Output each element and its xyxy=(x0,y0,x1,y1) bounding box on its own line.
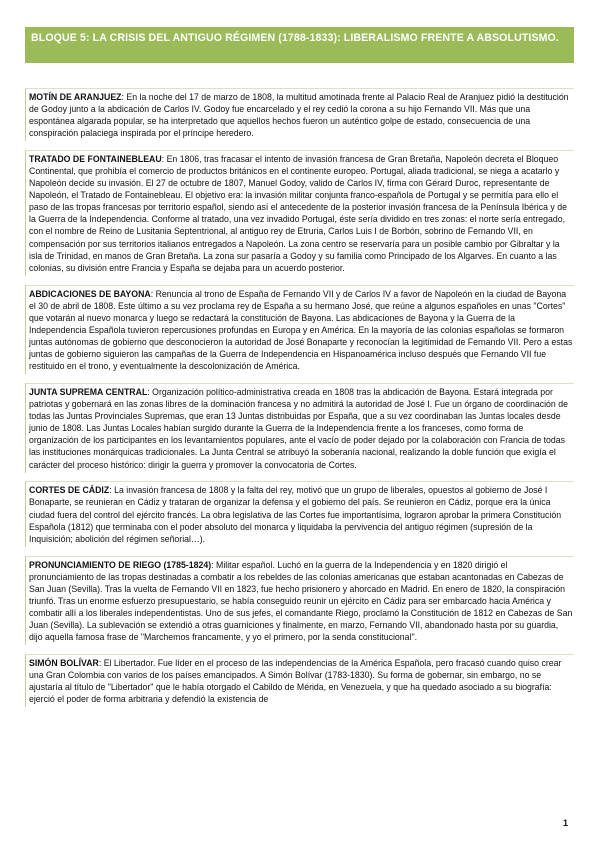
entry-term: PRONUNCIAMIENTO DE RIEGO (1785-1824) xyxy=(29,559,212,570)
glossary-entry-pronunciamiento-riego xyxy=(25,556,574,646)
glossary-entry-junta-suprema-central xyxy=(25,383,574,473)
glossary-content xyxy=(25,79,574,711)
entry-term: MOTÍN DE ARANJUEZ xyxy=(29,91,122,102)
entry-term: SIMÓN BOLÍVAR xyxy=(29,658,99,668)
entry-term: ABDICACIONES DE BAYONA xyxy=(29,288,151,299)
entry-text: : Militar español. Luchó en la guerra de la Independencia y en 1820 dirigió el pronunciamiento de las tropas destinadas a combatir a los rebeldes de las colonias americanas que estaban acantonadas en Cabezas de San Juan (Sevilla). Tras la vuelta de Fernando VII en 1823, fue hecho prisionero y ahorcado en Madrid. En enero de 1820, la conspiración triunfó. Tras un enorme esfuerzo presupuestario, se había conseguido reunir un ejército en Cádiz para ser embarcado hacia América y combatir allí a los liberales independentistas. Uno de sus jefes, el comandante Riego, proclamó la Constitución de 1812 en Cabezas de San Juan (Sevilla). La sublevación se extendió a otras guarniciones y finalmente, en marzo, Fernando VII, abandonado hasta por su guardia, dijo aquella famosa frase de "Marchemos francamente, y yo el primero, por la senda constitucional". xyxy=(29,559,573,643)
glossary-entry-tratado-fontainebleau xyxy=(25,150,574,276)
entry-text: : El Libertador. Fue líder en el proceso de las independencias de la América Española, pero fracasó cuando quiso crear una Gran Colombia con varios de los países emancipados. A Simón Bolívar (1783-1830). Su forma de gobernar, sin embargo, no se ajustaría al título de "Libertador" que le había otorgado el Cabildo de Mérida, en Venezuela, y que ha quedado asociado a su biografía: ejerció el poder de forma arbitraria y defendió la existencia de xyxy=(29,658,562,705)
entry-text: : En 1806, tras fracasar el intento de invasión francesa de Gran Bretaña, Napoleón decreta el Bloqueo Continental, que prohibía el comercio de productos británicos en el continente europeo. Portugal, aliada tradicional, se niega a acatarlo y Napoleón decide su invasión. El 27 de octubre de 1807, Manuel Godoy, valido de Carlos IV, firma con Gérard Duroc, representante de Napoleón, el Tratado de Fontainebleau. El objetivo era: la invasión militar conjunta franco-española de Portugal y se permitía para ello el paso de las tropas francesas por territorio español, siendo así el antecedente de la posterior invasión francesa de la Península Ibérica y de la Guerra de la Independencia. Conforme al tratado, una vez invadido Portugal, éste sería dividido en tres zonas: el norte sería entregado, con el nombre de Reino de Lusitania Septentrional, al antiguo rey de Etruria, Carlos Luis I de Borbón, sobrino de Fernando VII, en compensación por sus territorios italianos entregados a Napoleón. La zona centro se reservaría para un posible cambio por Gibraltar y la isla de Trinidad, en manos de Gran Bretaña. La zona sur pasaría a Godoy y su familia como Principado de los Algarves. En cuanto a las colonias, su división entre Francia y España se dejaba para un acuerdo posterior. xyxy=(29,153,567,273)
entry-text: : Renuncia al trono de España de Fernando VII y de Carlos IV a favor de Napoleón en la ciudad de Bayona el 30 de abril de 1808. Este último a su vez proclama rey de España a su hermano José, que reúne a algunos españoles en unas "Cortes" que votarán al nuevo monarca y luego se redactará la constitución de Bayona. Las abdicaciones de Bayona y la Guerra de la Independencia Española tuvieron repercusiones profundas en Europa y en América. En la mayoría de las colonias españolas se formaron juntas autónomas de gobierno que desconocieron la autoridad de José Bonaparte y reconocían la legitimidad de Fernando VII. Pero a estas juntas de gobierno siguieron las campañas de la Guerra de Independencia en Hispanoamérica incluso después que Fernando VII fue restituido en el trono, y eventualmente la descolonización de América. xyxy=(29,288,573,372)
glossary-entry-cortes-cadiz xyxy=(25,481,574,546)
entry-term: CORTES DE CÁDIZ xyxy=(29,485,110,496)
section-title-banner: BLOQUE 5: LA CRISIS DEL ANTIGUO RÉGIMEN (1788-1833): LIBERALISMO FRENTE A ABSOLUTISMO. xyxy=(25,27,574,63)
entry-term: TRATADO DE FONTAINEBLEAU xyxy=(29,153,162,164)
page-number: 1 xyxy=(563,818,569,828)
entry-text: : Organización político-administrativa creada en 1808 tras la abdicación de Bayona. Estará integrada por patriotas y gobernará en las zonas libres de la dominación francesa y no admitirá la autoridad de José I. Fue un órgano de coordinación de todas las Juntas Provinciales Supremas, que eran 13 Juntas distribuidas por España, que a su vez coordinaban las Juntas locales desde junio de 1808. Las Juntas Locales habían surgido durante la Guerra de la Independencia frente a los franceses, como forma de organización de los participantes en los levantamientos populares, ante el vacío de poder dejado por la colaboración con Francia de todas las instituciones monárquicas tradicionales. La Junta Central se atribuyó la soberanía nacional, realizando la doble función que exigía el carácter del proceso histórico: dirigir la guerra y promover la convocatoria de Cortes. xyxy=(29,386,568,470)
glossary-entry-simon-bolivar xyxy=(25,654,574,707)
entry-term: JUNTA SUPREMA CENTRAL xyxy=(29,386,148,397)
entry-text: : La invasión francesa de 1808 y la falta del rey, motivó que un grupo de liberales, opuestos al gobierno de José I Bonaparte, se reunieran en Cádiz y trataran de organizar la defensa y el gobierno del país. Se reunieron en Cádiz, porque era la única ciudad fuera del control del ejército francés. La obra legislativa de las Cortes fue importantísima, lograron aprobar la primera Constitución Española (1812) que terminaba con el poder absoluto del monarca y liquidaba la pervivencia del antiguo régimen (supresión de la Inquisición; abolición del régimen señorial…). xyxy=(29,485,562,544)
glossary-entry-motin-aranjuez xyxy=(25,88,574,141)
glossary-entry-abdicaciones-bayona xyxy=(25,285,574,375)
entry-text: : En la noche del 17 de marzo de 1808, la multitud amotinada frente al Palacio Real de Aranjuez pidió la destitución de Godoy junto a la abdicación de Carlos IV. Godoy fue encarcelado y el rey cedió la corona a su hijo Fernando VII. Más que una espontánea algarada popular, se ha interpretado que aquellos hechos fueron un auténtico golpe de estado, consecuencia de una conspiración palaciega inspirada por el príncipe heredero. xyxy=(29,91,569,139)
